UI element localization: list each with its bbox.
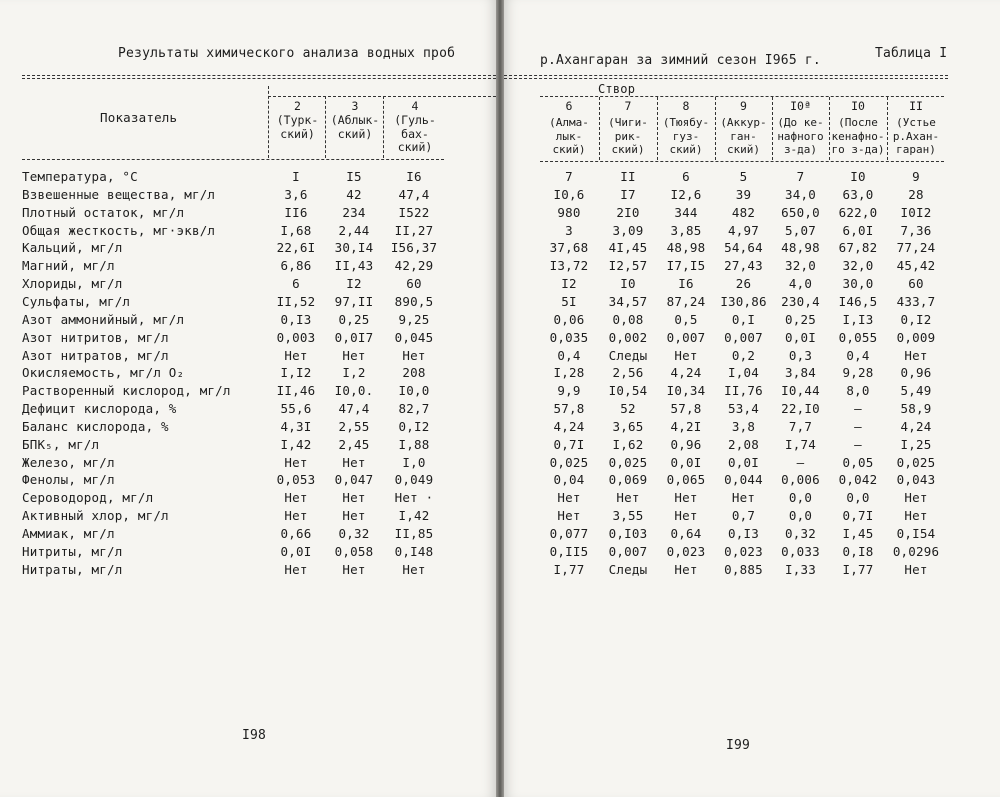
row-label: Активный хлор, мг/л [22,508,169,524]
table-cell: Нет [904,347,928,363]
table-cell: 6,86 [280,258,312,274]
table-cell: 0,I2 [398,418,430,434]
group-rule [268,96,496,97]
table-cell: 0,0I [785,329,816,345]
group-header-stvor: Створ [598,82,636,96]
row-label: Магний, мг/л [22,258,115,274]
table-cell: 0,045 [394,329,434,345]
table-cell: 0,053 [276,472,316,488]
table-cell: 0,32 [338,526,370,541]
table-cell: 4,24 [670,365,702,381]
table-cell: 482 [731,204,756,220]
table-cell: 7,36 [900,222,932,238]
table-cell: I,28 [553,365,585,381]
col-head-num: 2 [294,99,301,113]
table-cell: Нет [904,508,928,524]
table-cell: II,43 [334,258,374,274]
col-head-name: (Аблык- ский) [330,113,380,141]
table-cell: 4,3I [280,418,312,434]
table-cell: Нет [674,347,698,363]
table-cell: 0,25 [338,311,370,327]
col-head-name: (Алма- лык- ский) [549,116,589,156]
row-label: Дефицит кислорода, % [22,401,177,417]
table-cell: II,76 [724,383,763,399]
table-cell: – [796,454,805,470]
table-cell: 30,I4 [334,240,374,256]
table-cell: I3,72 [549,258,589,274]
table-cell: I0,54 [608,383,648,399]
row-label: Баланс кислорода, % [22,418,169,434]
table-cell: 97,II [334,293,374,309]
table-cell: 2,08 [728,436,759,452]
table-cell: 28 [908,186,924,202]
table-cell: I,42 [398,508,430,524]
col-head-num: 4 [411,99,419,113]
header-rule-bottom [22,159,444,160]
table-cell: I7 [620,186,636,202]
table-cell: I0,0. [334,383,374,399]
table-cell: 32,0 [842,258,874,274]
table-cell: 0,025 [549,454,589,470]
table-cell: 22,I0 [781,401,820,417]
table-cell: 48,98 [781,240,820,256]
table-cell: 890,5 [394,293,434,309]
table-cell: 3 [565,222,573,238]
row-label: БПК₅, мг/л [22,436,100,452]
table-cell: Нет [904,490,928,506]
table-cell: 0,043 [896,472,936,488]
col-head-name: (Чиги- рик- ский) [608,116,648,156]
table-cell: II,46 [276,383,316,399]
table-cell: Нет · [394,490,434,506]
table-cell: 0,003 [276,329,316,345]
table-cell: 87,24 [666,293,706,309]
table-cell: 2,44 [338,222,370,238]
page-title-right: р.Ахангаран за зимний сезон I965 г. [540,53,821,68]
table-cell: 7 [565,169,573,184]
table-cell: Нет [674,490,698,506]
table-cell: 52 [620,401,636,417]
header-rule-top-2 [22,78,496,79]
table-cell: 0,007 [666,329,706,345]
table-label: Таблица I [875,46,948,61]
col-head-name: (До ке- нафного з-да) [777,116,824,156]
table-cell: 3,55 [612,508,644,524]
table-cell: I,68 [280,222,312,238]
table-cell: 63,0 [842,186,874,202]
col-head-name: (Устье р.Ахан- гаран) [892,116,940,156]
header-rule-bottom [540,161,944,162]
table-cell: I2,57 [608,258,648,274]
table-cell: II,85 [394,526,434,541]
table-cell: I,0 [402,454,426,470]
table-cell: 8,0 [846,383,870,399]
row-label: Сероводород, мг/л [22,490,154,506]
table-cell: 27,43 [724,258,763,274]
table-cell: 47,4 [398,186,430,202]
table-cell: 0,023 [724,543,763,559]
row-label: Температура, °С [22,169,138,184]
table-cell: 0,I3 [280,311,312,327]
table-cell: I0I2 [900,204,932,220]
header-rule-top [504,75,948,76]
table-cell: 3,65 [612,418,644,434]
table-cell: 3,8 [731,418,756,434]
table-cell: I,33 [785,561,816,577]
table-cell: 234 [342,204,366,220]
col-head-num: 7 [624,99,632,113]
table-cell: 2,56 [612,365,644,381]
table-cell: I,I3 [842,311,874,327]
table-cell: 0,4 [557,347,581,363]
row-label: Хлориды, мг/л [22,276,123,292]
table-cell: 42 [346,186,362,202]
table-cell: 58,9 [900,401,932,417]
header-rule-top [22,75,496,76]
table-cell: 6,0I [842,222,874,238]
table-cell: Нет [342,347,366,363]
table-cell: Нет [674,561,698,577]
table-cell: I7,I5 [666,258,706,274]
table-cell: 0,0I [280,543,312,559]
table-cell: I0,0 [398,383,430,399]
table-cell: 0,069 [608,472,648,488]
table-cell: 3,84 [785,365,816,381]
row-label: Азот аммонийный, мг/л [22,311,185,327]
table-cell: 5,49 [900,383,932,399]
table-cell: I6 [406,169,422,184]
table-cell: Нет [342,561,366,577]
row-label: Кальций, мг/л [22,240,123,256]
header-rule-top-2 [504,78,948,79]
table-cell: I,42 [280,436,312,452]
table-cell: 0,009 [896,329,936,345]
table-cell: 0,033 [781,543,820,559]
table-cell: I0 [850,169,866,184]
table-cell: I2,6 [670,186,702,202]
table-cell: 0,7 [731,508,756,524]
table-cell: 4,0 [788,276,813,292]
table-cell: 0,5 [674,311,698,327]
table-cell: Нет [616,490,640,506]
table-cell: 4,24 [553,418,585,434]
table-cell: – [854,418,862,434]
table-cell: I,2 [342,365,366,381]
table-cell: 0,006 [781,472,820,488]
row-label: Общая жесткость, мг·экв/л [22,222,216,238]
table-cell: I [292,169,300,184]
table-cell: I,62 [612,436,644,452]
table-cell: 55,6 [280,401,312,417]
table-cell: I5 [346,169,362,184]
table-cell: Нет [284,490,308,506]
table-cell: 0,I8 [842,543,874,559]
table-cell: 3,85 [670,222,702,238]
table-cell: 0,058 [334,543,374,559]
table-cell: 230,4 [781,293,820,309]
table-cell: 0,0I [728,454,759,470]
table-cell: Нет [284,454,308,470]
table-cell: I,25 [900,436,932,452]
table-cell: 48,98 [666,240,706,256]
col-head-num: 8 [682,99,690,113]
table-cell: 67,82 [838,240,878,256]
table-cell: 5I [561,293,577,309]
table-cell: 0,66 [280,526,312,541]
table-cell: 7 [796,169,805,184]
table-cell: 45,42 [896,258,936,274]
table-cell: 32,0 [785,258,816,274]
col-head-num: I0 [851,99,865,113]
table-cell: 30,0 [842,276,874,292]
table-cell: 622,0 [838,204,878,220]
table-cell: 0,055 [838,329,878,345]
table-cell: Нет [342,508,366,524]
table-cell: I,88 [398,436,430,452]
table-cell: 4I,45 [608,240,648,256]
table-cell: 0,0296 [892,543,940,559]
row-label: Сульфаты, мг/л [22,293,131,309]
table-cell: 0,885 [724,561,763,577]
table-cell: 0,0I [670,454,702,470]
table-cell: 5 [739,169,748,184]
col-head-name: (Гуль- бах- ский) [394,113,436,154]
table-cell: 0,I2 [900,311,932,327]
table-cell: I6 [678,276,694,292]
table-cell: 37,68 [549,240,589,256]
col-head-num: 6 [565,99,573,113]
table-cell: 0,I3 [728,526,759,541]
col-head-name: (Аккур- ган- ский) [720,116,767,156]
table-cell: 0,0 [788,490,813,506]
table-cell: 0,05 [842,454,874,470]
col-head-name: (Тюябу- гуз- ский) [662,116,710,156]
table-cell: I,74 [785,436,816,452]
row-label: Плотный остаток, мг/л [22,204,185,220]
table-cell: Нет [402,347,426,363]
col-head-name: (После кенафно- го з-да) [831,116,885,156]
row-label: Нитраты, мг/л [22,561,123,577]
table-cell: 0,3 [788,347,813,363]
table-cell: 0,96 [900,365,932,381]
page-title-left: Результаты химического анализа водных проб [118,46,456,61]
col-head-num: II [909,99,923,113]
table-cell: 7,7 [788,418,813,434]
row-label: Растворенный кислород, мг/л [22,383,231,399]
table-cell: 0,025 [608,454,648,470]
table-cell: 0,023 [666,543,706,559]
table-cell: Нет [342,490,366,506]
table-cell: 54,64 [724,240,763,256]
table-cell: I56,37 [390,240,438,256]
table-cell: 0,64 [670,526,702,541]
table-cell: 0,08 [612,311,644,327]
table-cell: 0,035 [549,329,589,345]
table-cell: Нет [904,561,928,577]
table-cell: 650,0 [781,204,820,220]
table-cell: 0,I48 [394,543,434,559]
table-cell: 57,8 [670,401,702,417]
table-cell: II,52 [276,293,316,309]
table-cell: 0,077 [549,526,589,541]
table-cell: Нет [284,508,308,524]
table-cell: 0,96 [670,436,702,452]
col-divider-3 [383,96,384,158]
table-cell: Нет [402,561,426,577]
table-cell: 47,4 [338,401,370,417]
table-cell: 9,9 [557,383,581,399]
table-cell: 6 [292,276,300,292]
table-cell: I,04 [728,365,759,381]
table-cell: – [854,436,862,452]
table-cell: 0,065 [666,472,706,488]
table-cell: I2 [346,276,362,292]
table-cell: 4,2I [670,418,702,434]
table-cell: I0,34 [666,383,706,399]
table-cell: 0,002 [608,329,648,345]
group-rule [540,96,944,97]
table-cell: 980 [557,204,581,220]
table-cell: 53,4 [728,401,759,417]
table-cell: Нет [557,508,581,524]
table-cell: 0,0I7 [334,329,374,345]
table-cell: 0,4 [846,347,870,363]
table-cell: 0,I54 [896,526,936,541]
table-cell: I0 [620,276,636,292]
col-head-num: 9 [740,99,747,113]
table-cell: I30,86 [720,293,767,309]
table-cell: 2I0 [616,204,640,220]
table-cell: 4,97 [728,222,759,238]
table-cell: 34,0 [785,186,816,202]
table-cell: 208 [402,365,426,381]
table-cell: 60 [908,276,924,292]
table-cell: 0,0 [846,490,870,506]
table-cell: 0,06 [553,311,585,327]
col-divider-2 [325,96,326,158]
table-cell: 0,044 [724,472,763,488]
table-cell: 3,6 [284,186,308,202]
table-cell: 57,8 [553,401,585,417]
table-cell: I46,5 [838,293,878,309]
table-cell: 26 [735,276,752,292]
table-cell: II [620,169,636,184]
book-gutter [496,0,504,797]
table-cell: I,I2 [280,365,312,381]
table-cell: Следы [608,347,648,363]
table-cell: Нет [284,561,308,577]
table-cell: I,77 [842,561,874,577]
table-cell: 4,24 [900,418,932,434]
table-cell: II,27 [394,222,434,238]
table-cell: I0,6 [553,186,585,202]
table-cell: 0,007 [608,543,648,559]
table-cell: Нет [284,347,308,363]
table-cell: 2,45 [338,436,370,452]
table-cell: 22,6I [276,240,316,256]
table-cell: 0,025 [896,454,936,470]
table-cell: 9,25 [398,311,430,327]
table-cell: 344 [674,204,698,220]
table-cell: 0,047 [334,472,374,488]
row-label: Азот нитритов, мг/л [22,329,169,345]
table-cell: 9,28 [842,365,874,381]
table-cell: 433,7 [896,293,936,309]
row-label: Железо, мг/л [22,454,115,470]
row-label: Фенолы, мг/л [22,472,115,488]
table-cell: 42,29 [394,258,434,274]
table-cell: Следы [608,561,648,577]
table-cell: 0,042 [838,472,878,488]
right-page [504,0,1000,797]
table-cell: Нет [731,490,756,506]
table-cell: 82,7 [398,401,430,417]
table-cell: 6 [682,169,690,184]
row-label: Азот нитратов, мг/л [22,347,169,363]
table-cell: 60 [406,276,422,292]
table-cell: 0,007 [724,329,763,345]
table-cell: 2,55 [338,418,370,434]
table-cell: 0,2 [731,347,756,363]
table-cell: 77,24 [896,240,936,256]
table-cell: Нет [342,454,366,470]
row-label: Окисляемость, мг/л O₂ [22,365,185,381]
table-cell: 0,04 [553,472,585,488]
table-cell: 34,57 [608,293,648,309]
table-cell: 0,7I [842,508,874,524]
col-head-name: (Турк- ский) [276,113,319,141]
col-head-num: I0ª [790,99,811,113]
row-label: Нитриты, мг/л [22,543,123,559]
table-cell: II6 [284,204,308,220]
table-cell: 0,0 [788,508,813,524]
row-label: Аммиак, мг/л [22,526,115,541]
table-cell: I2 [561,276,577,292]
table-cell: 5,07 [785,222,816,238]
table-cell: 0,I03 [608,526,648,541]
table-cell: I0,44 [781,383,820,399]
table-cell: I,45 [842,526,874,541]
table-cell: 0,32 [785,526,816,541]
left-page [0,0,496,797]
table-cell: 3,09 [612,222,644,238]
table-cell: Нет [557,490,581,506]
indicator-header: Показатель [100,110,178,125]
page-number-left: I98 [242,728,267,743]
page-number-right: I99 [726,738,751,753]
table-cell: 39 [735,186,752,202]
table-cell: 0,7I [553,436,585,452]
col-head-num: 3 [351,99,359,113]
table-cell: 0,II5 [549,543,589,559]
table-cell: I522 [398,204,430,220]
row-label: Взвешенные вещества, мг/л [22,186,216,202]
table-cell: 0,I [731,311,756,327]
table-cell: 0,049 [394,472,434,488]
table-cell: – [854,401,862,417]
table-cell: I,77 [553,561,585,577]
table-cell: Нет [674,508,698,524]
table-cell: 0,25 [785,311,816,327]
table-cell: 9 [912,169,920,184]
